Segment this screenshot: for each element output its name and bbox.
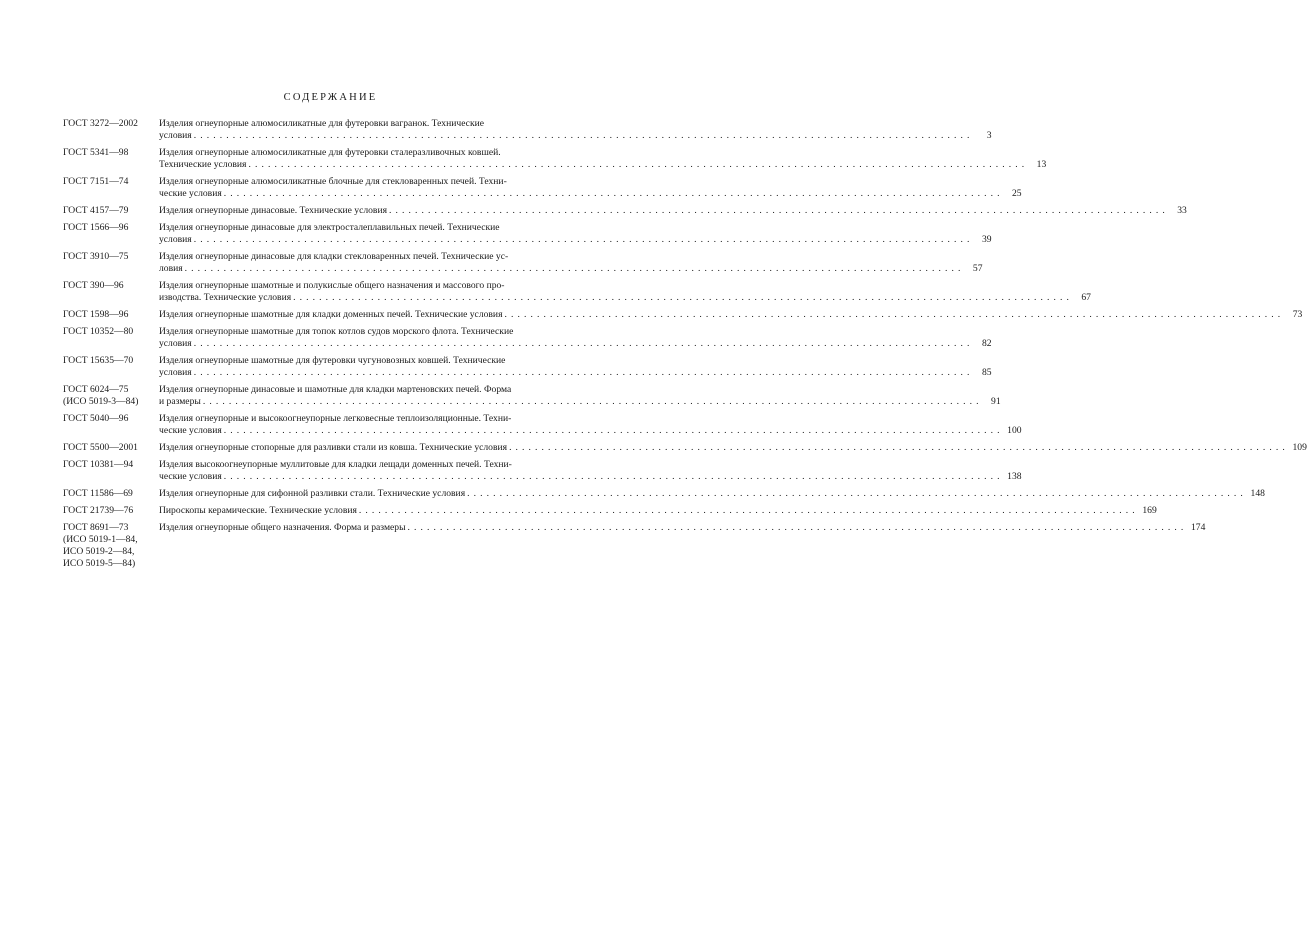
entry-last-line [159,367,992,379]
entry-title-line: Изделия огнеупорные алюмосиликатные блочные для стекловаренных печей. Техни- [159,176,507,187]
entry-last-line [159,338,992,350]
dot-leader: ........................................................................................................................ [202,396,983,407]
dot-leader: ........................................................................................................................ [193,367,974,378]
entry-title-line: Изделия огнеупорные алюмосиликатные для футеровки вагранок. Технические [159,118,484,129]
entry-description [159,355,992,379]
entry-last-line [159,396,1001,408]
dot-leader: ........................................................................................................................ [467,488,1247,499]
entry-title-end: Изделия огнеупорные общего назначения. Форма и размеры [159,522,406,533]
entry-last-line [159,505,1157,517]
entry-title-end: Изделия огнеупорные для сифонной разливки стали. Технические условия [159,488,466,499]
entry-description [159,205,1187,217]
entry-title-end: изводства. Технические условия [159,292,292,303]
toc-entry [63,459,1022,483]
page-number: 82 [981,338,992,349]
page-number: 57 [972,263,983,274]
entry-title-line: Изделия огнеупорные динасовые для кладки стекловаренных печей. Технические ус- [159,251,509,262]
dot-leader: ........................................................................................................................ [193,130,974,141]
standard-number: ГОСТ 1598—96 [63,309,129,320]
entry-title-line: Изделия огнеупорные и высокоогнеупорные легковесные теплоизоляционные. Техни- [159,413,512,424]
standard-number: ГОСТ 21739—76 [63,505,134,516]
standard-number: ГОСТ 5500—2001 [63,442,138,453]
entry-title-end: ческие условия [159,188,222,199]
entry-title-line: Изделия огнеупорные шамотные и полукислые общего назначения и массового про- [159,280,505,291]
toc-entry [63,488,1265,500]
entry-title-line: Изделия огнеупорные динасовые для электросталеплавильных печей. Технические [159,222,500,233]
toc-entry [63,505,1157,517]
entry-last-line [159,442,1307,454]
dot-leader: ........................................................................................................................ [509,442,1289,453]
standard-number: ГОСТ 8691—73 (ИСО 5019-1—84, ИСО 5019-2—84, ИСО 5019-5—84) [63,522,138,569]
page-number: 91 [991,396,1001,407]
entry-description [159,222,992,246]
toc-entry [63,442,1307,454]
toc-entry [63,205,1187,217]
entry-title-end: условия [159,367,192,378]
entry-description [159,413,1022,437]
entry-title-line: Изделия огнеупорные шамотные для футеровки чугуновозных ковшей. Технические [159,355,506,366]
standard-number: ГОСТ 7151—74 [63,176,129,187]
dot-leader: ........................................................................................................................ [193,338,974,349]
entry-description [159,459,1022,483]
entry-title-end: условия [159,234,192,245]
standard-number: ГОСТ 6024—75 (ИСО 5019-3—84) [63,384,139,407]
entry-description [159,147,1046,171]
entry-description [159,488,1265,500]
standard-number: ГОСТ 3910—75 [63,251,129,262]
entry-title-end: условия [159,338,192,349]
entry-title-end: Технические условия [159,159,247,170]
dot-leader: ........................................................................................................................ [248,159,1029,170]
entry-last-line [159,130,992,142]
entry-title-end: Изделия огнеупорные шамотные для кладки доменных печей. Технические условия [159,309,503,320]
toc-entry [63,309,1303,321]
page-number: 25 [1011,188,1022,199]
page-number: 33 [1177,205,1187,216]
entry-title-end: ческие условия [159,471,222,482]
standard-number: ГОСТ 10352—80 [63,326,134,337]
entry-description [159,326,992,350]
dot-leader: ........................................................................................................................ [184,263,965,274]
entry-last-line [159,309,1302,321]
dot-leader: ........................................................................................................................ [504,309,1285,320]
dot-leader: ........................................................................................................................ [223,188,1004,199]
toc-entry [63,118,992,142]
toc-entry [63,522,1206,570]
entry-title-line: Изделия огнеупорные динасовые и шамотные для кладки мартеновских печей. Форма [159,384,512,395]
entry-last-line [159,488,1265,500]
entry-description [159,118,992,142]
entry-title-end: Изделия огнеупорные стопорные для разливки стали из ковша. Технические условия [159,442,508,453]
entry-last-line [159,292,1091,304]
entry-title-end: ческие условия [159,425,222,436]
page-number: 73 [1292,309,1303,320]
page-title: СОДЕРЖАНИЕ [283,92,378,103]
entry-title-end: ловия [159,263,183,274]
standard-number: ГОСТ 4157—79 [63,205,129,216]
standard-number: ГОСТ 3272—2002 [63,118,138,129]
entry-title-line: Изделия огнеупорные алюмосиликатные для футеровки сталеразливочных ковшей. [159,147,501,158]
page-number: 67 [1081,292,1091,303]
entry-title-end: условия [159,130,192,141]
standard-number: ГОСТ 15635—70 [63,355,134,366]
dot-leader: ........................................................................................................................ [193,234,974,245]
toc-entry [63,280,1091,304]
entry-description [159,309,1302,321]
toc-entry [63,355,992,379]
toc-entry [63,413,1022,437]
toc-entry [63,326,992,350]
entry-last-line [159,425,1022,437]
entry-description [159,251,982,275]
standard-number: ГОСТ 10381—94 [63,459,134,470]
page-number: 13 [1036,159,1047,170]
dot-leader: ........................................................................................................................ [407,522,1188,533]
dot-leader: ........................................................................................................................ [223,425,1004,436]
entry-title-line: Изделия высокоогнеупорные муллитовые для кладки лещади доменных печей. Техни- [159,459,512,470]
toc-entry [63,251,983,275]
toc-entry [63,384,1001,408]
entry-last-line [159,471,1022,483]
entry-description [159,442,1307,454]
page-number: 148 [1250,488,1265,499]
toc-entry [63,222,992,246]
toc-entry [63,147,1047,171]
dot-leader: ........................................................................................................................ [389,205,1169,216]
entry-description [159,176,1022,200]
entry-title-end: Пироскопы керамические. Технические условия [159,505,357,516]
entry-last-line [159,205,1187,217]
entry-description [159,505,1157,517]
page-number: 85 [981,367,992,378]
standard-number: ГОСТ 5341—98 [63,147,129,158]
entry-last-line [159,263,982,275]
entry-last-line [159,234,992,246]
entry-description [159,384,1001,408]
entry-title-end: Изделия огнеупорные динасовые. Технические условия [159,205,387,216]
standard-number: ГОСТ 1566—96 [63,222,129,233]
toc-entry [63,176,1022,200]
page-number: 169 [1142,505,1157,516]
dot-leader: ........................................................................................................................ [223,471,1004,482]
page-number: 100 [1007,425,1022,436]
entry-description [159,522,1205,570]
page-number: 39 [981,234,992,245]
page-number: 109 [1292,442,1307,453]
table-of-contents [63,118,1307,575]
standard-number: ГОСТ 5040—96 [63,413,129,424]
standard-number: ГОСТ 390—96 [63,280,124,291]
standard-number: ГОСТ 11586—69 [63,488,133,499]
page-number: 3 [986,130,992,141]
entry-title-end: и размеры [159,396,201,407]
dot-leader: ........................................................................................................................ [293,292,1073,303]
entry-last-line [159,159,1046,171]
page-number: 174 [1190,522,1206,533]
entry-last-line [159,188,1022,200]
dot-leader: ........................................................................................................................ [358,505,1139,516]
entry-title-line: Изделия огнеупорные шамотные для топок котлов судов морского флота. Технические [159,326,514,337]
entry-description [159,280,1091,304]
page-number: 138 [1007,471,1022,482]
entry-last-line [159,522,1205,534]
